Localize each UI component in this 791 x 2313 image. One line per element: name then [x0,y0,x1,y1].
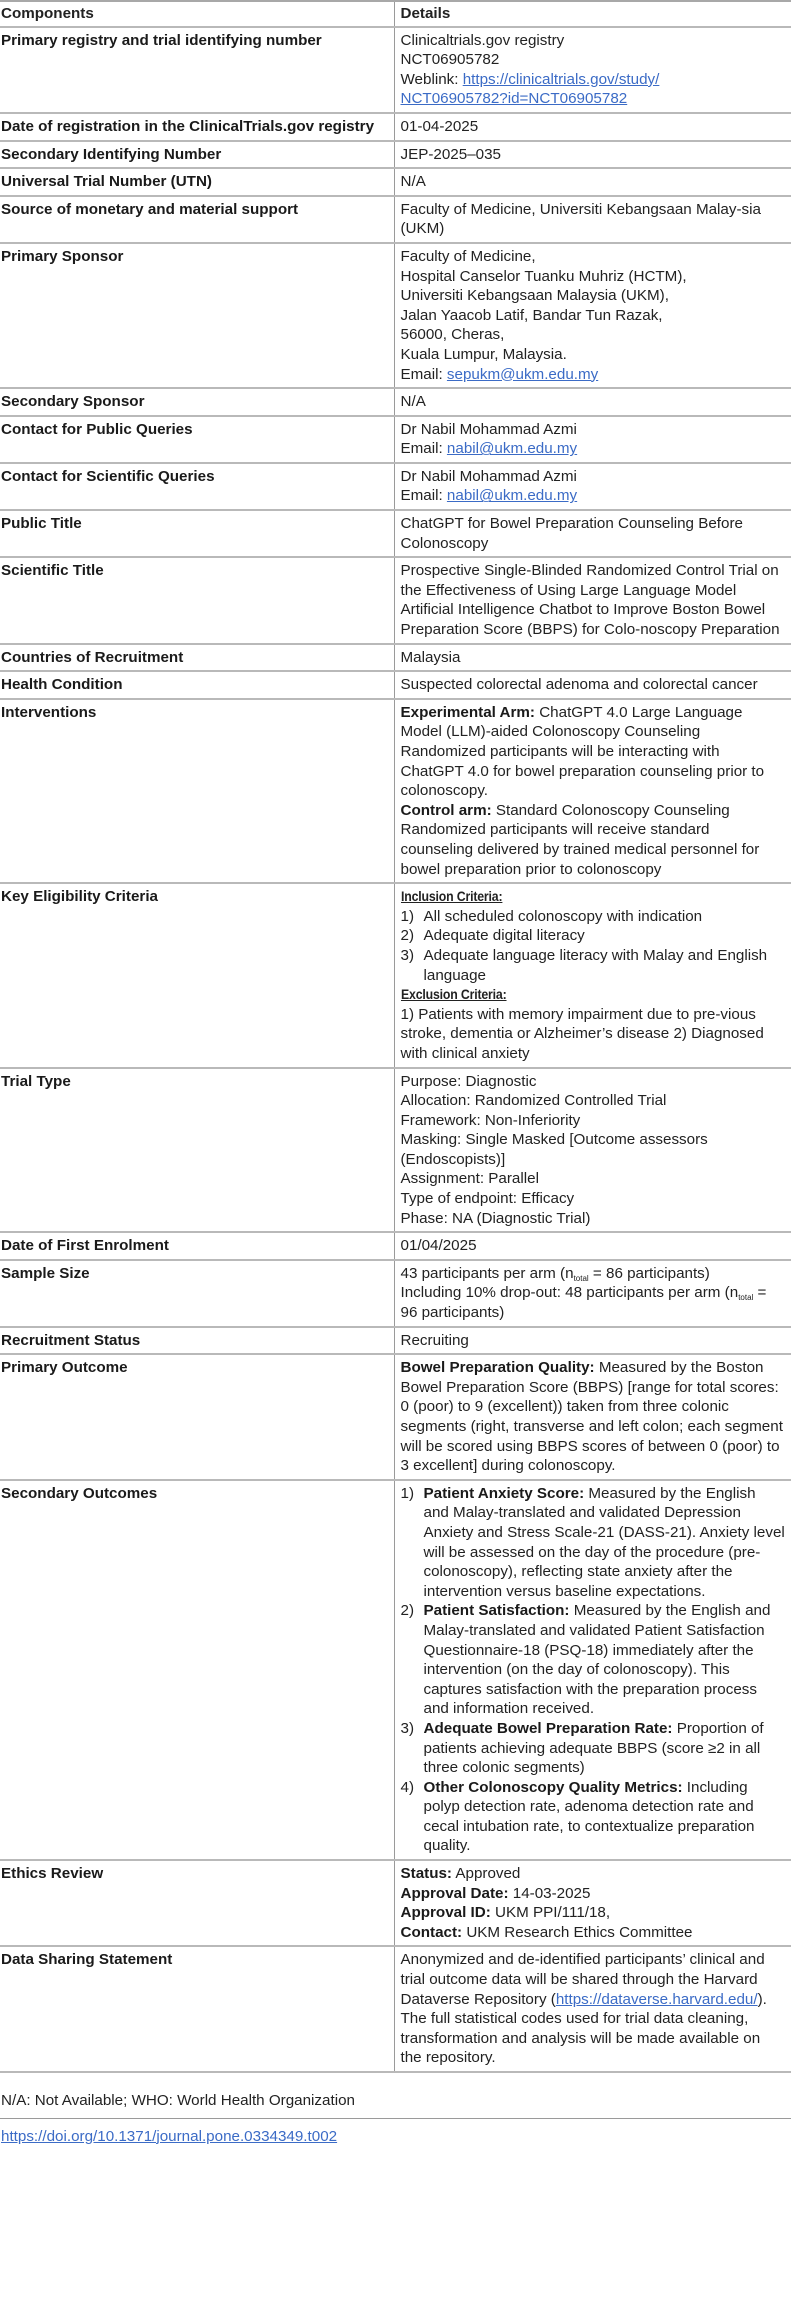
table-row [0,699,791,883]
trial-id: NCT06905782 [400,51,500,69]
control-arm-title: Control arm: [400,801,492,819]
row-label: Key Eligibility Criteria [0,883,394,1067]
item-title: Other Colonoscopy Quality Metrics: [423,1778,683,1796]
data-sharing-text-end: ). The full statistical codes used for trial data cleaning, transformation and analysis will be made available on the repository. [400,1990,767,2067]
inclusion-item [401,907,786,927]
table-row [0,671,791,699]
row-label: Universal Trial Number (UTN) [0,168,394,196]
table-row [0,644,791,672]
sample-size-total: = 86 participants) [588,1264,710,1282]
ethics-line [401,1903,786,1923]
ethics-line [401,1923,786,1943]
inclusion-criteria-heading: Inclusion Criteria: [400,888,502,905]
inclusion-item [401,946,786,985]
table-row [0,141,791,169]
table-row [0,1354,791,1480]
item-text: All scheduled colonoscopy with indication [423,907,703,925]
row-label: Secondary Identifying Number [0,141,394,169]
row-label: Secondary Sponsor [0,388,394,416]
row-value: Suspected colorectal adenoma and colorectal cancer [394,671,791,699]
inclusion-item [401,926,786,946]
table-row [0,196,791,243]
row-label: Sample Size [0,1260,394,1327]
item-number: 2) [400,927,415,945]
primary-outcome-title: Bowel Preparation Quality: [400,1359,595,1377]
control-arm [401,801,786,879]
sample-size-text: Including 10% drop-out: 48 participants per arm (n [400,1284,739,1302]
ethics-key: Status: [400,1865,452,1883]
sample-size-dropout-line [401,1283,786,1322]
doi-line [0,2119,791,2147]
trial-type-line: Masking: Single Masked [Outcome assessors (Endoscopists)] [400,1131,708,1168]
row-label: Recruitment Status [0,1327,394,1355]
row-value: 01/04/2025 [394,1232,791,1260]
row-value [394,883,791,1067]
item-number: 2) [400,1602,415,1620]
row-value [394,463,791,510]
row-value: ChatGPT for Bowel Preparation Counseling Before Colonoscopy [394,510,791,557]
row-value [394,27,791,113]
row-value: Prospective Single-Blinded Randomized Control Trial on the Effectiveness of Using Large Language Model Artificial Intelligence Chatbot to Improve Boston Bowel Preparation Score (BBPS) for Colo-noscopy Preparation [394,557,791,643]
item-number: 3) [400,1719,415,1737]
row-value [394,699,791,883]
email-prefix: Email: [400,487,447,505]
table-row [0,883,791,1067]
row-value [394,1354,791,1480]
doi-link[interactable]: https://doi.org/10.1371/journal.pone.0334349.t002 [1,2127,338,2145]
email-prefix: Email: [400,440,447,458]
table-row [0,243,791,388]
row-label: Interventions [0,699,394,883]
ethics-value: UKM PPI/111/18, [490,1904,611,1922]
row-value: Recruiting [394,1327,791,1355]
row-value: JEP-2025–035 [394,141,791,169]
table-row [0,1860,791,1946]
sample-size-total: = 96 participants) [400,1284,767,1322]
table-row [0,463,791,510]
exclusion-criteria-heading: Exclusion Criteria: [400,986,507,1003]
row-label: Health Condition [0,671,394,699]
row-value [394,416,791,463]
public-contact-email-link[interactable]: nabil@ukm.edu.my [446,440,578,458]
email-prefix: Email: [400,365,447,383]
row-label: Primary Sponsor [0,243,394,388]
ethics-value: 14-03-2025 [508,1884,591,1902]
contact-name: Dr Nabil Mohammad Azmi [400,467,577,485]
control-arm-text: Standard Colonoscopy Counseling Randomized participants will receive standard counseling delivered by trained medical personnel for bowel preparation prior to colonoscopy [400,801,760,878]
row-value: N/A [394,168,791,196]
table-row [0,113,791,141]
row-value: N/A [394,388,791,416]
sponsor-line: 56000, Cheras, [400,326,505,344]
contact-email-line [401,439,786,459]
row-value: 01-04-2025 [394,113,791,141]
row-value [394,243,791,388]
row-value [394,1068,791,1233]
trial-type-line: Type of endpoint: Efficacy [400,1190,575,1208]
row-label: Public Title [0,510,394,557]
trial-type-line: Framework: Non-Inferiority [400,1111,581,1129]
secondary-outcome-item [401,1484,786,1602]
trial-type-line: Purpose: Diagnostic [400,1072,537,1090]
header-components: Components [0,1,394,27]
weblink-link-part2[interactable]: NCT06905782?id=NCT06905782 [400,90,628,108]
table-row [0,1946,791,2072]
ethics-line [401,1864,786,1884]
row-value: Malaysia [394,644,791,672]
trial-type-line: Assignment: Parallel [400,1170,539,1188]
row-label: Ethics Review [0,1860,394,1946]
row-label: Contact for Scientific Queries [0,463,394,510]
table-row [0,1327,791,1355]
item-title: Patient Anxiety Score: [423,1484,585,1502]
weblink-line-2 [401,89,786,109]
row-label: Primary Outcome [0,1354,394,1480]
item-number: 1) [400,907,415,925]
table-row [0,416,791,463]
weblink-line [401,70,786,90]
item-number: 4) [400,1778,415,1796]
table-row [0,1232,791,1260]
ethics-key: Approval ID: [400,1904,491,1922]
sponsor-email-line [401,365,786,385]
sample-size-line [401,1264,786,1284]
row-value [394,1946,791,2072]
item-text: Measured by the English and Malay-translated and validated Depression Anxiety and Stress Scale-21 (DASS-21). Anxiety level will be assessed on the day of the procedure (pre-colonoscopy), reflecting state anxiety after the intervention versus baseline expectations. [423,1484,785,1600]
sponsor-line: Kuala Lumpur, Malaysia. [400,345,567,363]
table-row [0,1068,791,1233]
subscript-total: total [573,1273,589,1283]
item-text: Adequate digital literacy [423,927,585,945]
primary-outcome-text: Measured by the Boston Bowel Preparation Score (BBPS) [range for total scores: 0 (poor) to 9 (excellent)) taken from three colonic segments (right, transverse and left colon; each segment will be scored using BBPS scores of between 0 (poor) to 3 excellent] during colonoscopy. [400,1359,783,1475]
row-label: Source of monetary and material support [0,196,394,243]
table-row [0,168,791,196]
row-label: Data Sharing Statement [0,1946,394,2072]
row-value: Faculty of Medicine, Universiti Kebangsaan Malay-sia (UKM) [394,196,791,243]
item-text: Including polyp detection rate, adenoma detection rate and cecal intubation rate, to contextualize preparation quality. [423,1778,755,1855]
row-label: Primary registry and trial identifying number [0,27,394,113]
scientific-contact-email-link[interactable]: nabil@ukm.edu.my [446,487,578,505]
row-label: Scientific Title [0,557,394,643]
table-row [0,27,791,113]
row-label: Trial Type [0,1068,394,1233]
row-label: Date of First Enrolment [0,1232,394,1260]
item-text: Adequate language literacy with Malay and English language [423,946,768,984]
ethics-line [401,1884,786,1904]
table-header-row [0,1,791,27]
sponsor-line: Hospital Canselor Tuanku Muhriz (HCTM), [400,267,687,285]
experimental-arm-title: Experimental Arm: [400,703,535,721]
item-text: Measured by the English and Malay-translated and validated Patient Satisfaction Questionnaire-18 (PSQ-18) immediately after the intervention (on the day of colonoscopy). This captures satisfaction with the preparation process and information received. [423,1602,771,1718]
item-title: Adequate Bowel Preparation Rate: [423,1719,673,1737]
ethics-key: Approval Date: [400,1884,509,1902]
sponsor-line: Faculty of Medicine, [400,247,536,265]
contact-name: Dr Nabil Mohammad Azmi [400,420,577,438]
weblink-prefix: Weblink: [400,70,463,88]
secondary-outcome-item [401,1778,786,1856]
trial-type-line: Phase: NA (Diagnostic Trial) [400,1209,591,1227]
secondary-outcome-item [401,1601,786,1719]
row-label: Secondary Outcomes [0,1480,394,1860]
weblink-link-part1[interactable]: https://clinicaltrials.gov/study/ [462,70,660,88]
dataverse-link[interactable]: https://dataverse.harvard.edu/ [555,1990,758,2008]
experimental-arm-text: ChatGPT 4.0 Large Language Model (LLM)-aided Colonoscopy Counseling Randomized participants will be interacting with ChatGPT 4.0 for bowel preparation counseling prior to colonoscopy. [400,703,765,800]
data-sharing-text: Anonymized and de-identified participants’ clinical and trial outcome data will be shared through the Harvard Dataverse Repository ( [400,1951,765,2008]
experimental-arm [401,703,786,801]
table-row [0,1480,791,1860]
exclusion-text: 1) Patients with memory impairment due to pre-vious stroke, dementia or Alzheimer’s disease 2) Diagnosed with clinical anxiety [400,1005,764,1062]
secondary-outcome-item [401,1719,786,1778]
row-value [394,1260,791,1327]
table-row [0,388,791,416]
item-text: Proportion of patients achieving adequate BBPS (score ≥2 in all three colonic segments) [423,1719,764,1777]
sponsor-line: Jalan Yaacob Latif, Bandar Tun Razak, [400,306,663,324]
ethics-value: Approved [451,1865,521,1883]
row-label: Contact for Public Queries [0,416,394,463]
table-row [0,1260,791,1327]
registry-name: Clinicaltrials.gov registry [400,31,565,49]
sponsor-email-link[interactable]: sepukm@ukm.edu.my [446,365,599,383]
row-value [394,1860,791,1946]
row-label: Date of registration in the ClinicalTrials.gov registry [0,113,394,141]
ethics-key: Contact: [400,1923,463,1941]
table-row [0,510,791,557]
table-row [0,557,791,643]
sponsor-line: Universiti Kebangsaan Malaysia (UKM), [400,287,669,305]
subscript-total: total [738,1293,754,1303]
contact-email-line [401,486,786,506]
item-title: Patient Satisfaction: [423,1602,570,1620]
row-value [394,1480,791,1860]
item-number: 3) [400,946,415,964]
item-number: 1) [400,1484,415,1502]
header-details: Details [394,1,791,27]
sample-size-text: 43 participants per arm (n [400,1264,574,1282]
trial-type-line: Allocation: Randomized Controlled Trial [400,1092,667,1110]
table-footnote: N/A: Not Available; WHO: World Health Organization [0,2083,791,2119]
row-label: Countries of Recruitment [0,644,394,672]
ethics-value: UKM Research Ethics Committee [462,1923,693,1941]
